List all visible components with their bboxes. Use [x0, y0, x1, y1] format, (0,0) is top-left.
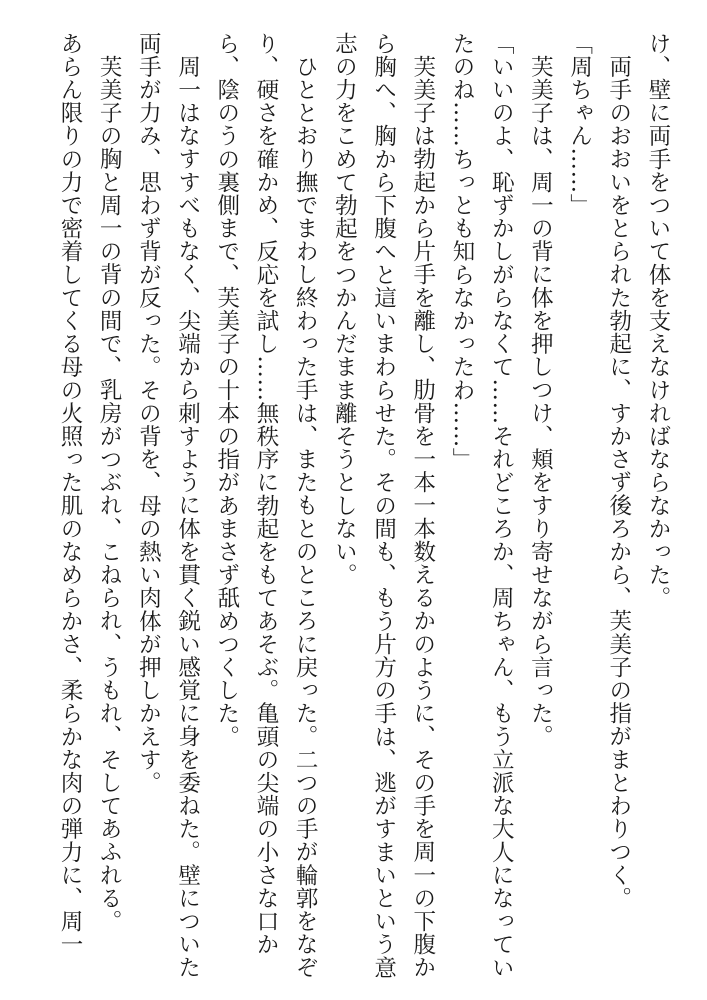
text-line: 両手が力み、思わず背が反った。その背を、母の熱い肉体が押しかえす。	[135, 32, 162, 795]
text-line: 両手のおおいをとられた勃起に、すかさず後ろから、芙美子の指がまとわりつく。	[605, 54, 632, 910]
text-line: 芙美子の胸と周一の背の間で、乳房がつぶれ、こねられ、うもれ、そしてあふれる。	[96, 54, 123, 933]
text-line: 「周ちゃん……」	[566, 32, 593, 217]
text-line: り、硬さを確かめ、反応を試し……無秩序に勃起をもてあそぶ。亀頭の尖端の小さな口か	[252, 32, 279, 956]
text-line: たのね……ちっとも知らなかったわ……」	[448, 32, 475, 471]
text-line: ら、陰のうの裏側まで、芙美子の十本の指があまさず舐めつくした。	[213, 32, 240, 749]
text-line: 芙美子は勃起から片手を離し、肋骨を一本一本数えるかのように、その手を周一の下腹か	[409, 54, 436, 979]
vertical-text-body	[50, 32, 677, 980]
text-line: 芙美子は、周一の背に体を押しつけ、頬をすり寄せながら言った。	[527, 54, 554, 748]
text-line: 志の力をこめて勃起をつかんだまま離そうとしない。	[331, 32, 358, 587]
text-line: 周一はなすすべもなく、尖端から刺すように体を貫く鋭い感覚に身を委ねた。壁についた	[174, 54, 201, 979]
text-line: ひととおり撫でまわし終わった手は、またもとのところに戻った。二つの手が輪郭をなぞ	[292, 54, 319, 979]
text-line: あらん限りの力で密着してくる母の火照った肌のなめらかさ、柔らかな肉の弾力に、周一	[56, 32, 83, 956]
text-line: ら胸へ、胸から下腹へと這いまわらせた。その間も、もう片方の手は、逃がすまいという意	[370, 32, 397, 980]
text-line: 「いいのよ、恥ずかしがらなくて……それどころか、周ちゃん、もう立派な大人になってい	[488, 32, 515, 980]
text-line: け、壁に両手をついて体を支えなければならなかった。	[645, 32, 671, 610]
